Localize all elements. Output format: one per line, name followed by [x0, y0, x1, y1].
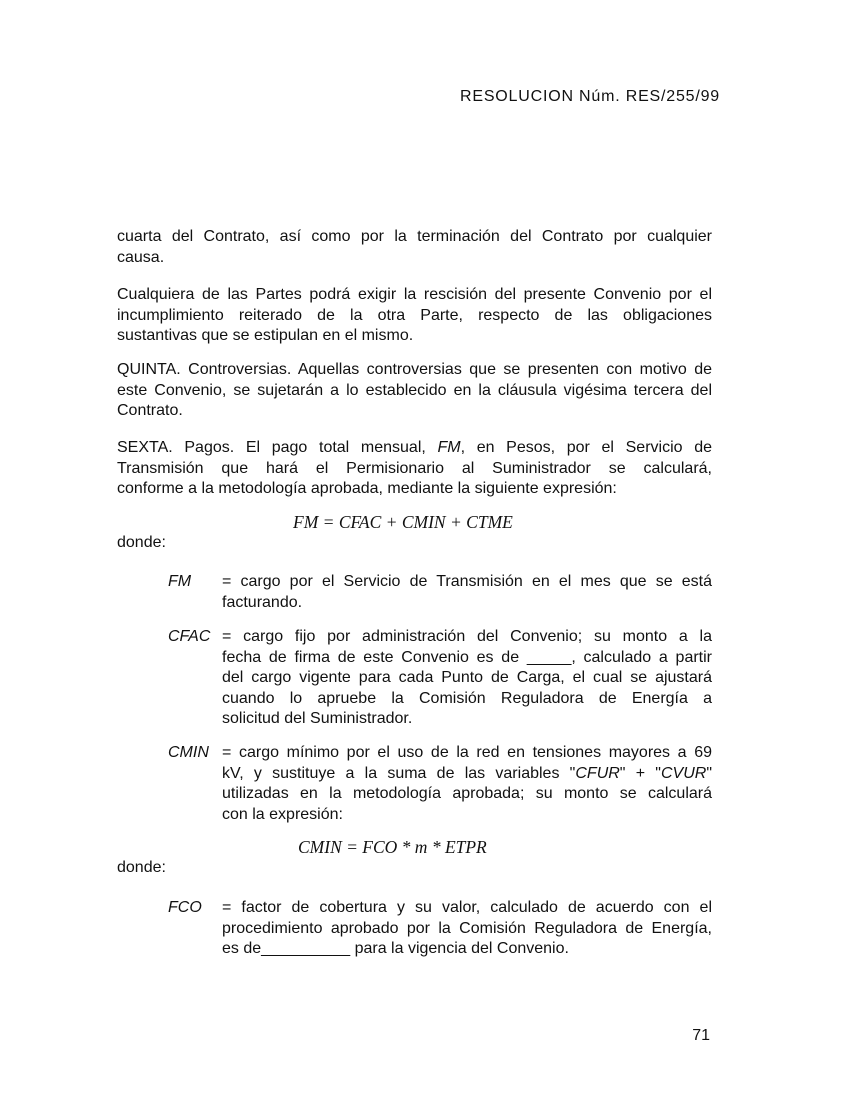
text-line: = cargo fijo por administración del Convenio; su monto a la — [222, 628, 712, 645]
text-line: QUINTA. Controversias. Aquellas controversias que se presenten con motivo de — [117, 361, 712, 378]
paragraph-cuarta — [117, 227, 712, 268]
donde-label: donde: — [117, 534, 166, 551]
text-line: este Convenio, se sujetarán a lo establecido en la cláusula vigésima tercera del — [117, 381, 712, 399]
text-segment: " — [706, 764, 713, 782]
text-line: causa. — [117, 248, 165, 266]
formula-fm-total: FM = CFAC + CMIN + CTME — [293, 512, 513, 532]
text-segment: SEXTA. Pagos. El pago total mensual, — [117, 439, 438, 456]
definition-term: FM — [168, 573, 192, 590]
definition-cfac — [168, 627, 712, 730]
formula-cmin: CMIN = FCO * m * ETPR — [298, 837, 487, 857]
definition-term: CMIN — [168, 744, 209, 761]
text-line: utilizadas en la metodología aprobada; su monto se calculará — [222, 785, 712, 802]
text-line: Transmisión que hará el Permisionario al Suministrador se calculará, — [117, 459, 712, 477]
text-segment: " + " — [619, 764, 661, 782]
text-line: cuando lo apruebe la Comisión Reguladora de Energía a — [222, 689, 712, 707]
text-line: facturando. — [222, 593, 303, 611]
definition-text — [222, 627, 712, 730]
text-line: = factor de cobertura y su valor, calculado de acuerdo con el — [222, 899, 712, 916]
text-line: fecha de firma de este Convenio es de _____, calculado a partir — [222, 648, 712, 666]
text-line — [222, 764, 712, 785]
text-line: = cargo por el Servicio de Transmisión en el mes que se está — [222, 573, 712, 590]
text-line: conforme a la metodología aprobada, mediante la siguiente expresión: — [117, 480, 617, 497]
definition-text — [222, 898, 712, 960]
text-line: con la expresión: — [222, 805, 343, 823]
text-line: cuarta del Contrato, así como por la terminación del Contrato por cualquier — [117, 228, 712, 245]
inline-variable-cvur: CVUR — [660, 764, 707, 782]
paragraph-sexta — [117, 438, 712, 500]
text-line: es de__________ para la vigencia del Convenio. — [222, 940, 569, 957]
text-line: del cargo vigente para cada Punto de Carga, el cual se ajustará — [222, 669, 712, 686]
text-segment: , en Pesos, por el Servicio de — [460, 439, 713, 456]
paragraph-quinta — [117, 360, 712, 422]
definition-term: CFAC — [168, 628, 211, 645]
document-header-title: RESOLUCION Núm. RES/255/99 — [460, 88, 720, 105]
donde-label: donde: — [117, 859, 166, 876]
definition-cmin — [168, 743, 712, 825]
text-line — [117, 438, 712, 459]
text-line: sustantivas que se estipulan en el mismo. — [117, 327, 414, 344]
text-segment: kV, y sustituye a la suma de las variables " — [222, 764, 576, 782]
text-line: Contrato. — [117, 402, 183, 419]
definition-fm — [168, 572, 712, 613]
text-line: incumplimiento reiterado de la otra Parte, respecto de las obligaciones — [117, 306, 712, 324]
definition-term: FCO — [168, 899, 202, 916]
inline-variable-cfur: CFUR — [575, 764, 620, 782]
text-line: = cargo mínimo por el uso de la red en tensiones mayores a 69 — [222, 744, 712, 761]
page-number: 71 — [692, 1027, 710, 1044]
definition-fco — [168, 898, 712, 960]
inline-variable-fm: FM — [437, 439, 461, 456]
definition-text — [222, 572, 712, 613]
text-line: procedimiento aprobado por la Comisión Reguladora de Energía, — [222, 919, 712, 937]
text-line: Cualquiera de las Partes podrá exigir la rescisión del presente Convenio por el — [117, 286, 712, 303]
paragraph-cualquiera — [117, 285, 712, 347]
text-line: solicitud del Suministrador. — [222, 710, 413, 727]
definition-text — [222, 743, 712, 825]
